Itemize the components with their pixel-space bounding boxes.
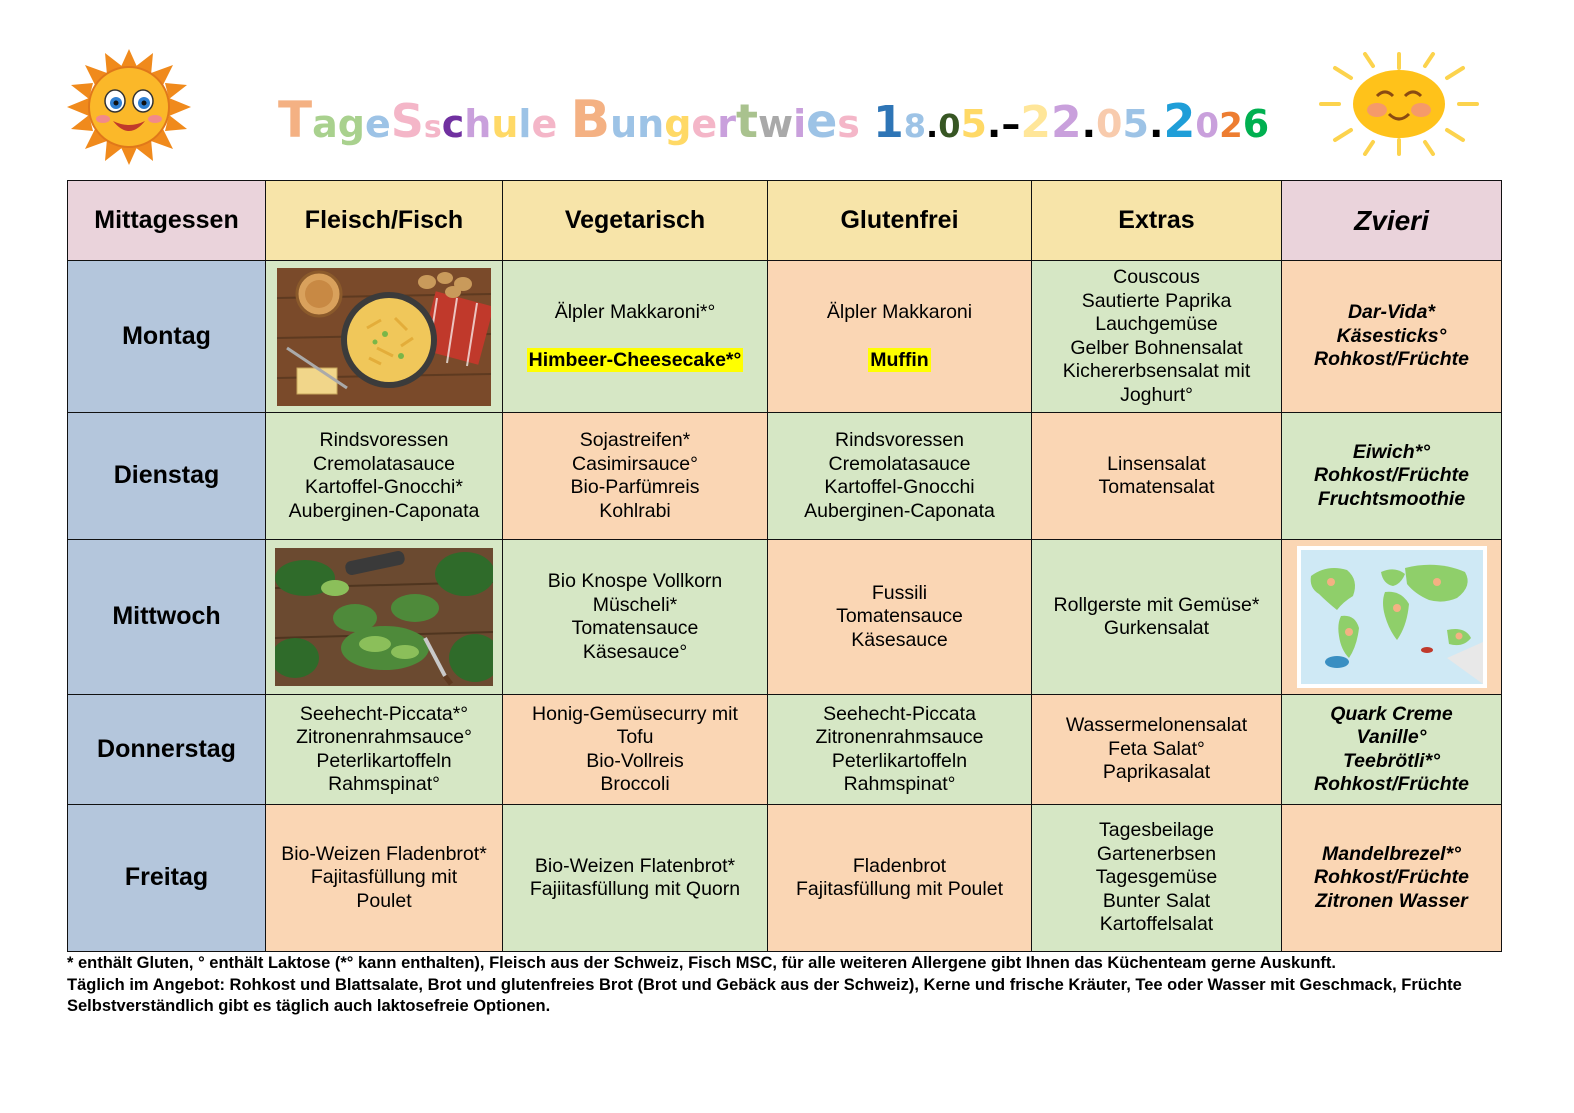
day-label: Dienstag bbox=[68, 413, 266, 540]
title-character: 5 bbox=[1122, 102, 1149, 146]
daily-offer-note: Täglich im Angebot: Rohkost und Blattsalate, Brot und glutenfreies Brot (Brot und Gebäck aus der Schweiz), Kerne und frische Kräuter, Tee oder Wasser mit Geschmack, Früchte bbox=[67, 975, 1462, 994]
menu-line: Linsensalat bbox=[1107, 452, 1206, 475]
extras-cell bbox=[1032, 805, 1282, 952]
footer-notes bbox=[67, 953, 1501, 1018]
title-character: g bbox=[337, 102, 365, 146]
menu-line: Rindsvoressen bbox=[319, 429, 449, 451]
menu-line: Joghurt° bbox=[1120, 383, 1193, 406]
menu-line: Kohlrabi bbox=[599, 499, 671, 522]
menu-line: Käsesauce° bbox=[582, 640, 688, 663]
menu-line: Couscous bbox=[1113, 266, 1200, 288]
title-character: g bbox=[664, 102, 692, 146]
menu-line: Rahmspinat° bbox=[328, 773, 440, 795]
menu-line: Tomatensauce bbox=[571, 617, 699, 639]
menu-line: Casimirsauce° bbox=[572, 452, 698, 475]
header-row bbox=[68, 181, 1502, 261]
menu-line: Peterlikartoffeln bbox=[831, 749, 968, 772]
header-mittagessen: Mittagessen bbox=[68, 181, 266, 261]
menu-line: Kartoffelsalat bbox=[1099, 913, 1214, 936]
menu-line: Älpler Makkaroni*° bbox=[554, 301, 716, 323]
menu-line: Bio-Vollreis bbox=[586, 749, 684, 772]
menu-line: Rahmspinat° bbox=[843, 773, 956, 795]
menu-line: Fladenbrot bbox=[852, 854, 947, 877]
menu-line: Kartoffel-Gnocchi* bbox=[305, 476, 463, 498]
title-character: 5 bbox=[960, 102, 987, 146]
menu-line: Fajiitasfüllung mit Quorn bbox=[529, 878, 741, 900]
row-donnerstag bbox=[68, 695, 1502, 805]
title-character: s bbox=[423, 110, 442, 145]
fleisch-cell bbox=[266, 413, 503, 540]
menu-line: Zitronen Wasser bbox=[1315, 889, 1468, 912]
menu-line: Gelber Bohnensalat bbox=[1070, 336, 1243, 359]
sun-mascot-left-icon bbox=[64, 48, 194, 166]
menu-line: Quark Creme bbox=[1330, 702, 1453, 725]
menu-line: Tomatensauce bbox=[836, 605, 963, 628]
menu-line: Fajitasfüllung mit Poulet bbox=[795, 878, 1004, 900]
allergen-note: * enthält Gluten, ° enthält Laktose (*° kann enthalten), Fleisch aus der Schweiz, Fisch MSC, für alle weiteren Allergene gibt Ihnen das Küchenteam gerne Auskunft. bbox=[67, 954, 1336, 972]
title-character: T bbox=[278, 91, 313, 149]
title-character: 0 bbox=[938, 107, 961, 145]
menu-line: Auberginen-Caponata bbox=[288, 499, 480, 522]
title-character: s bbox=[837, 102, 860, 146]
world-map-picture bbox=[1297, 546, 1487, 688]
menu-line: Seehecht-Piccata bbox=[823, 702, 976, 725]
title-character: u bbox=[610, 102, 638, 146]
menu-line: Kichererbsensalat mit bbox=[1062, 360, 1251, 382]
menu-line: Auberginen-Caponata bbox=[804, 499, 995, 522]
menu-line: Mandelbrezel*° bbox=[1322, 842, 1461, 865]
fleisch-cell bbox=[266, 261, 503, 413]
menu-line: Rohkost/Früchte bbox=[1314, 773, 1469, 795]
menu-line: Vanille° bbox=[1356, 726, 1427, 748]
title-character: 2 bbox=[1020, 97, 1051, 148]
fleisch-cell bbox=[266, 695, 503, 805]
day-label: Mittwoch bbox=[68, 540, 266, 695]
menu-line: Cremolatasauce bbox=[313, 452, 455, 475]
title-character: h bbox=[464, 102, 492, 146]
herbs-photo bbox=[275, 548, 493, 686]
menu-line: Sojastreifen* bbox=[579, 429, 691, 451]
extras-cell bbox=[1032, 695, 1282, 805]
vegetarisch-cell bbox=[503, 261, 768, 413]
glutenfrei-cell bbox=[768, 413, 1032, 540]
menu-line: Käsesauce bbox=[851, 628, 948, 651]
row-freitag bbox=[68, 805, 1502, 952]
title-character: w bbox=[757, 102, 794, 146]
title-character: 0 bbox=[1195, 106, 1220, 146]
title-character: 0 bbox=[1096, 102, 1123, 146]
weekly-menu-table bbox=[67, 180, 1502, 952]
highlighted-dessert: Himbeer-Cheesecake*° bbox=[528, 348, 742, 371]
menu-line: Tofu bbox=[616, 726, 654, 748]
menu-line: Poulet bbox=[356, 889, 412, 912]
menu-line: Gartenerbsen bbox=[1096, 842, 1217, 865]
sun-smiling-right-icon bbox=[1318, 52, 1480, 156]
title-character: 2 bbox=[1219, 106, 1243, 146]
menu-line: Paprikasalat bbox=[1102, 761, 1211, 784]
title-character: i bbox=[793, 102, 807, 146]
day-label: Montag bbox=[68, 261, 266, 413]
glutenfrei-cell bbox=[768, 540, 1032, 695]
menu-line: Tagesbeilage bbox=[1099, 819, 1214, 842]
menu-line: Tagesgemüse bbox=[1095, 866, 1218, 889]
title-character: . bbox=[1081, 102, 1097, 146]
title-character: S bbox=[390, 94, 424, 148]
title-character: e bbox=[531, 102, 558, 146]
menu-line: Bio-Weizen Fladenbrot* bbox=[281, 842, 487, 865]
menu-line: Rohkost/Früchte bbox=[1314, 348, 1469, 371]
title-character: t bbox=[735, 94, 758, 148]
lactose-free-note: Selbstverständlich gibt es täglich auch laktosefreie Optionen. bbox=[67, 997, 551, 1015]
title-character: . bbox=[926, 107, 939, 145]
highlighted-dessert: Muffin bbox=[870, 348, 929, 371]
menu-line: Cremolatasauce bbox=[828, 452, 971, 475]
menu-line: Kartoffel-Gnocchi bbox=[824, 476, 975, 498]
title-character: 6 bbox=[1242, 102, 1270, 146]
row-dienstag bbox=[68, 413, 1502, 540]
menu-line: Rohkost/Früchte bbox=[1314, 866, 1469, 889]
title-character: c bbox=[441, 102, 465, 146]
vegetarisch-cell bbox=[503, 413, 768, 540]
title-character bbox=[860, 84, 873, 164]
header-extras: Extras bbox=[1032, 181, 1282, 261]
zvieri-cell bbox=[1282, 540, 1502, 695]
title-character bbox=[557, 84, 570, 164]
menu-line: Käsesticks° bbox=[1336, 324, 1447, 347]
menu-line: Fruchtsmoothie bbox=[1317, 487, 1466, 510]
title-character: e bbox=[364, 102, 391, 146]
glutenfrei-cell bbox=[768, 695, 1032, 805]
title-character: l bbox=[518, 102, 532, 146]
menu-line: Müscheli* bbox=[592, 593, 678, 616]
zvieri-cell bbox=[1282, 261, 1502, 413]
title-character: r bbox=[717, 102, 736, 146]
fleisch-cell bbox=[266, 540, 503, 695]
menu-line: Eiwich*° bbox=[1352, 440, 1431, 463]
zvieri-cell bbox=[1282, 805, 1502, 952]
header-glutenfrei: Glutenfrei bbox=[768, 181, 1032, 261]
title-character: – bbox=[1001, 102, 1021, 146]
glutenfrei-cell bbox=[768, 261, 1032, 413]
extras-cell bbox=[1032, 261, 1282, 413]
title-character: . bbox=[986, 102, 1002, 146]
zvieri-cell bbox=[1282, 413, 1502, 540]
extras-cell bbox=[1032, 413, 1282, 540]
menu-line: Dar-Vida* bbox=[1347, 301, 1436, 324]
menu-line: Älpler Makkaroni bbox=[826, 301, 973, 323]
menu-line: Teebrötli*° bbox=[1342, 749, 1440, 772]
menu-line: Rindsvoressen bbox=[835, 429, 964, 451]
vegetarisch-cell bbox=[503, 695, 768, 805]
menu-line: Sautierte Paprika bbox=[1081, 289, 1232, 312]
menu-line: Wassermelonensalat bbox=[1065, 714, 1248, 737]
vegetarisch-cell bbox=[503, 540, 768, 695]
title-character: a bbox=[312, 102, 338, 146]
menu-line: Bio-Parfümreis bbox=[570, 476, 700, 498]
title-character: n bbox=[637, 102, 665, 146]
menu-line: Bio Knospe Vollkorn bbox=[547, 570, 723, 592]
menu-line: Feta Salat° bbox=[1108, 737, 1205, 760]
page-title bbox=[278, 80, 1269, 160]
menu-line: Bio-Weizen Flatenbrot* bbox=[534, 854, 736, 877]
menu-line: Peterlikartoffeln bbox=[316, 749, 452, 772]
macaroni-photo bbox=[277, 268, 491, 406]
zvieri-cell bbox=[1282, 695, 1502, 805]
menu-line: Honig-Gemüsecurry mit bbox=[532, 702, 738, 725]
title-character: 2 bbox=[1163, 94, 1196, 148]
menu-line: Broccoli bbox=[600, 773, 670, 795]
title-character: e bbox=[806, 94, 838, 148]
menu-line: Bunter Salat bbox=[1102, 889, 1211, 912]
menu-line: Gurkensalat bbox=[1103, 617, 1210, 639]
title-character: . bbox=[1148, 102, 1164, 146]
title-character: 8 bbox=[903, 107, 927, 145]
row-montag bbox=[68, 261, 1502, 413]
menu-line: Lauchgemüse bbox=[1095, 313, 1218, 335]
title-character: e bbox=[691, 102, 718, 146]
menu-line: Seehecht-Piccata*° bbox=[299, 702, 469, 725]
day-label: Donnerstag bbox=[68, 695, 266, 805]
header-vegetarisch: Vegetarisch bbox=[503, 181, 768, 261]
header-zvieri: Zvieri bbox=[1282, 181, 1502, 261]
vegetarisch-cell bbox=[503, 805, 768, 952]
menu-line: Zitronenrahmsauce bbox=[815, 726, 984, 748]
extras-cell bbox=[1032, 540, 1282, 695]
fleisch-cell bbox=[266, 805, 503, 952]
menu-line: Rollgerste mit Gemüse* bbox=[1053, 593, 1260, 616]
header-fleisch-fisch: Fleisch/Fisch bbox=[266, 181, 503, 261]
menu-line: Fussili bbox=[871, 581, 928, 604]
row-mittwoch bbox=[68, 540, 1502, 695]
title-character: 2 bbox=[1050, 97, 1082, 148]
glutenfrei-cell bbox=[768, 805, 1032, 952]
title-character: 1 bbox=[873, 97, 904, 148]
menu-line: Tomatensalat bbox=[1098, 476, 1215, 498]
menu-line: Fajitasfüllung mit bbox=[310, 866, 458, 889]
title-character: B bbox=[570, 90, 611, 150]
menu-line: Zitronenrahmsauce° bbox=[296, 726, 472, 748]
menu-line: Rohkost/Früchte bbox=[1314, 464, 1469, 487]
title-character: u bbox=[491, 102, 519, 146]
day-label: Freitag bbox=[68, 805, 266, 952]
